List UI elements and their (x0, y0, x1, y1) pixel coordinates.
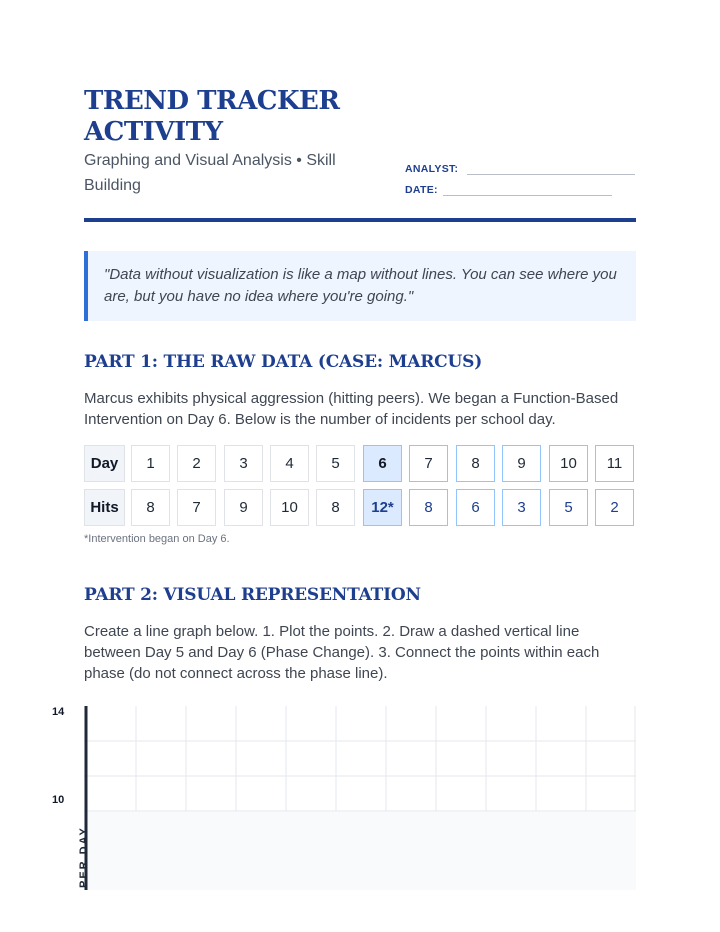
day-row (84, 445, 636, 482)
hits-row (84, 489, 636, 526)
hits-cell: 8 (131, 489, 170, 526)
day-cell: 4 (270, 445, 309, 482)
y-axis-label: PER DAY (78, 826, 90, 888)
y-tick-label: 10 (52, 794, 65, 806)
page-title: TREND TRACKER ACTIVITY (84, 86, 340, 147)
hits-cell: 9 (224, 489, 263, 526)
hits-cell: 6 (456, 489, 495, 526)
footnote: *Intervention began on Day 6. (84, 533, 230, 545)
day-cell: 8 (456, 445, 495, 482)
day-row-label: Day (84, 445, 125, 482)
analyst-label: ANALYST: (405, 163, 459, 175)
day-cell: 1 (131, 445, 170, 482)
analyst-field[interactable] (405, 163, 458, 175)
hits-cell: 3 (502, 489, 541, 526)
hits-cell: 5 (549, 489, 588, 526)
day-cell: 9 (502, 445, 541, 482)
part1-heading: PART 1: THE RAW DATA (CASE: MARCUS) (84, 352, 483, 372)
part2-text: Create a line graph below. 1. Plot the points. 2. Draw a dashed vertical line between Day 5 and Day 6 (Phase Change). 3. Connect the points within each phase (do not connect across the phase line). (84, 623, 600, 682)
analyst-line[interactable] (467, 174, 635, 175)
page-subtitle: Graphing and Visual Analysis • Skill Building (84, 152, 336, 194)
date-line[interactable] (443, 195, 612, 196)
hits-cell: 8 (316, 489, 355, 526)
hits-cell: 8 (409, 489, 448, 526)
hits-row-label: Hits (84, 489, 125, 526)
blank-graph-grid[interactable] (84, 706, 636, 890)
date-field[interactable] (405, 184, 438, 196)
day-cell: 11 (595, 445, 634, 482)
day-cell: 2 (177, 445, 216, 482)
hits-cell-intervention: 12* (363, 489, 402, 526)
hits-cell: 10 (270, 489, 309, 526)
y-tick-label: 14 (52, 706, 65, 718)
day-cell: 7 (409, 445, 448, 482)
part2-heading: PART 2: VISUAL REPRESENTATION (84, 585, 421, 605)
day-cell-intervention: 6 (363, 445, 402, 482)
date-label: DATE: (405, 184, 438, 196)
part1-text: Marcus exhibits physical aggression (hitting peers). We began a Function-Based Intervention on Day 6. Below is the number of incidents per school day. (84, 390, 619, 428)
day-cell: 3 (224, 445, 263, 482)
hits-cell: 2 (595, 489, 634, 526)
day-cell: 10 (549, 445, 588, 482)
hits-cell: 7 (177, 489, 216, 526)
header-divider (84, 218, 636, 222)
quote-block: "Data without visualization is like a map without lines. You can see where you are, but you have no idea where you're going." (84, 251, 636, 321)
day-cell: 5 (316, 445, 355, 482)
